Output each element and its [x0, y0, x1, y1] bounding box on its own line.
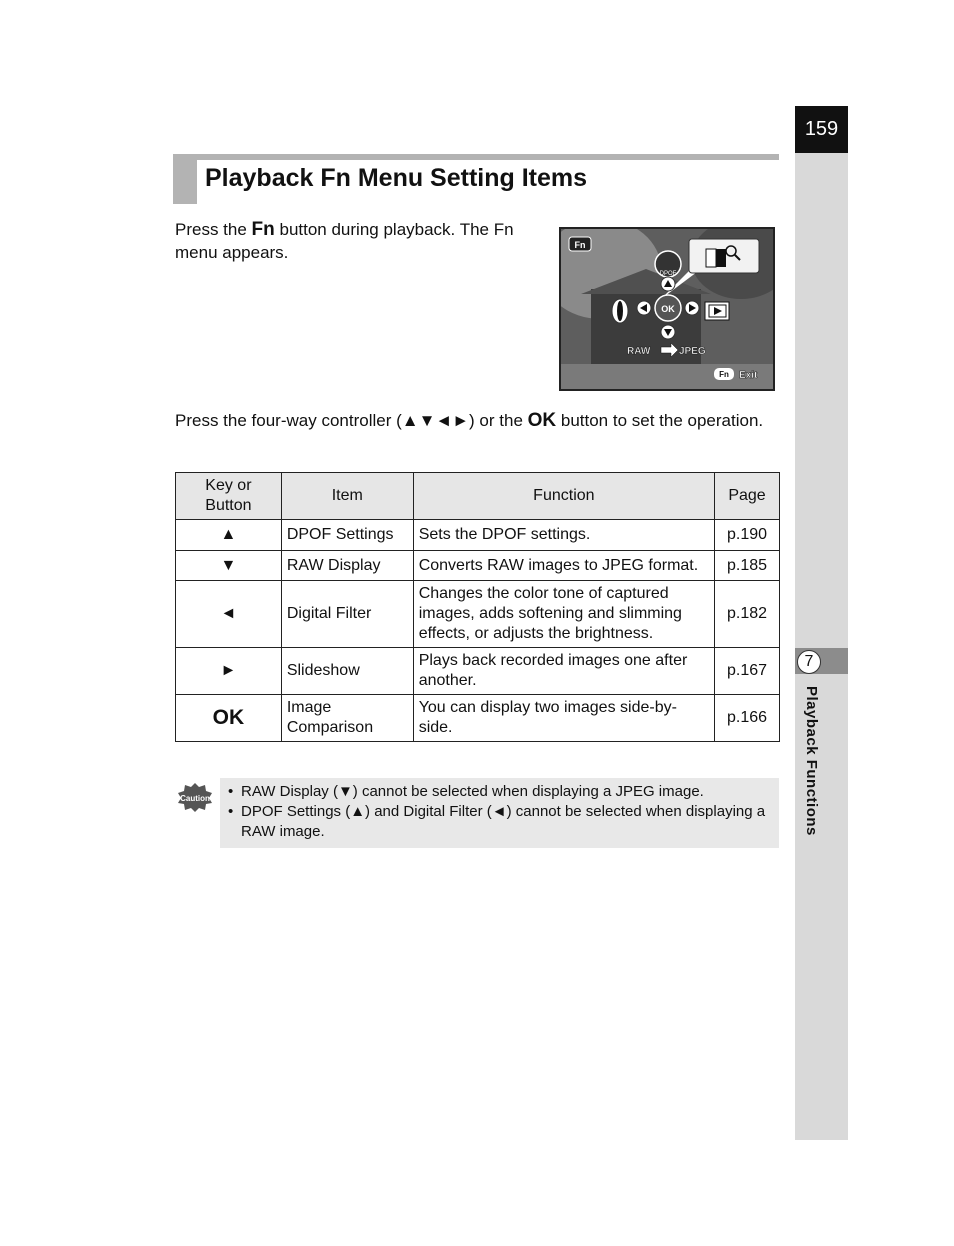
chapter-number: 7 — [797, 650, 821, 674]
fn-menu-table — [175, 472, 780, 742]
left-key-cell: ◄ — [176, 581, 282, 648]
up-key-cell: ▲ — [176, 520, 282, 551]
table-header-row — [176, 473, 780, 520]
table-row — [176, 695, 780, 742]
function-cell: Converts RAW images to JPEG format. — [413, 551, 714, 581]
jpeg-label: JPEG — [679, 346, 706, 357]
item-cell: Image Comparison — [281, 695, 413, 742]
table-row — [176, 581, 780, 648]
intro-after: button during playback. The Fn menu appears. — [175, 220, 514, 262]
dpof-label: DPOF — [659, 271, 677, 277]
page-ref: p.166 — [715, 695, 780, 742]
caution-note: • RAW Display (▼) cannot be selected when displaying a JPEG image. — [241, 782, 771, 802]
instruction-after: button to set the operation. — [556, 411, 764, 430]
instruction-text — [175, 409, 775, 433]
item-cell: Digital Filter — [281, 581, 413, 648]
page-ref: p.185 — [715, 551, 780, 581]
caution-note: • DPOF Settings (▲) and Digital Filter (◄) cannot be selected when displaying a RAW image. — [241, 802, 771, 842]
section-title: Playback Fn Menu Setting Items — [205, 164, 588, 192]
camera-screen-illustration — [559, 227, 775, 391]
header-item: Item — [281, 473, 413, 520]
ok-button-glyph: OK — [527, 410, 557, 431]
chapter-label: Playback Functions — [803, 686, 820, 836]
function-cell: You can display two images side-by-side. — [413, 695, 714, 742]
header-key: Key or Button — [176, 473, 282, 520]
right-key-cell: ► — [176, 648, 282, 695]
page-number: 159 — [795, 106, 848, 153]
fn-button-glyph: Fn — [251, 219, 275, 240]
table-row — [176, 648, 780, 695]
down-key-cell: ▼ — [176, 551, 282, 581]
caution-icon-label: Caution — [180, 794, 210, 803]
compare-right-icon — [716, 249, 726, 267]
header-page: Page — [715, 473, 780, 520]
title-marker — [173, 154, 197, 204]
exit-label: Exit — [739, 370, 758, 381]
function-cell: Changes the color tone of captured images, adds softening and slimming effects, or adjusts the brightness. — [413, 581, 714, 648]
page-ref: p.190 — [715, 520, 780, 551]
page-ref: p.167 — [715, 648, 780, 695]
caution-notes — [220, 778, 779, 848]
intro-text — [175, 218, 545, 264]
item-cell: RAW Display — [281, 551, 413, 581]
caution-icon — [176, 782, 214, 817]
fn-badge-text: Fn — [574, 240, 586, 250]
function-cell: Plays back recorded images one after another. — [413, 648, 714, 695]
table-row — [176, 551, 780, 581]
page-ref: p.182 — [715, 581, 780, 648]
item-cell: Slideshow — [281, 648, 413, 695]
chapter-sidebar — [795, 106, 848, 1140]
intro-before: Press the — [175, 220, 252, 239]
compare-left-icon — [706, 249, 716, 267]
table-row — [176, 520, 780, 551]
title-rule — [173, 154, 779, 160]
instruction-before: Press the four-way controller (▲▼◄►) or the — [175, 411, 528, 430]
item-cell: DPOF Settings — [281, 520, 413, 551]
fn-menu-screen — [561, 229, 773, 389]
header-function: Function — [413, 473, 714, 520]
ok-key-cell: OK — [176, 695, 282, 742]
function-cell: Sets the DPOF settings. — [413, 520, 714, 551]
raw-label: RAW — [627, 346, 651, 357]
exit-fn-text: Fn — [719, 370, 729, 379]
ok-label: OK — [661, 304, 675, 314]
